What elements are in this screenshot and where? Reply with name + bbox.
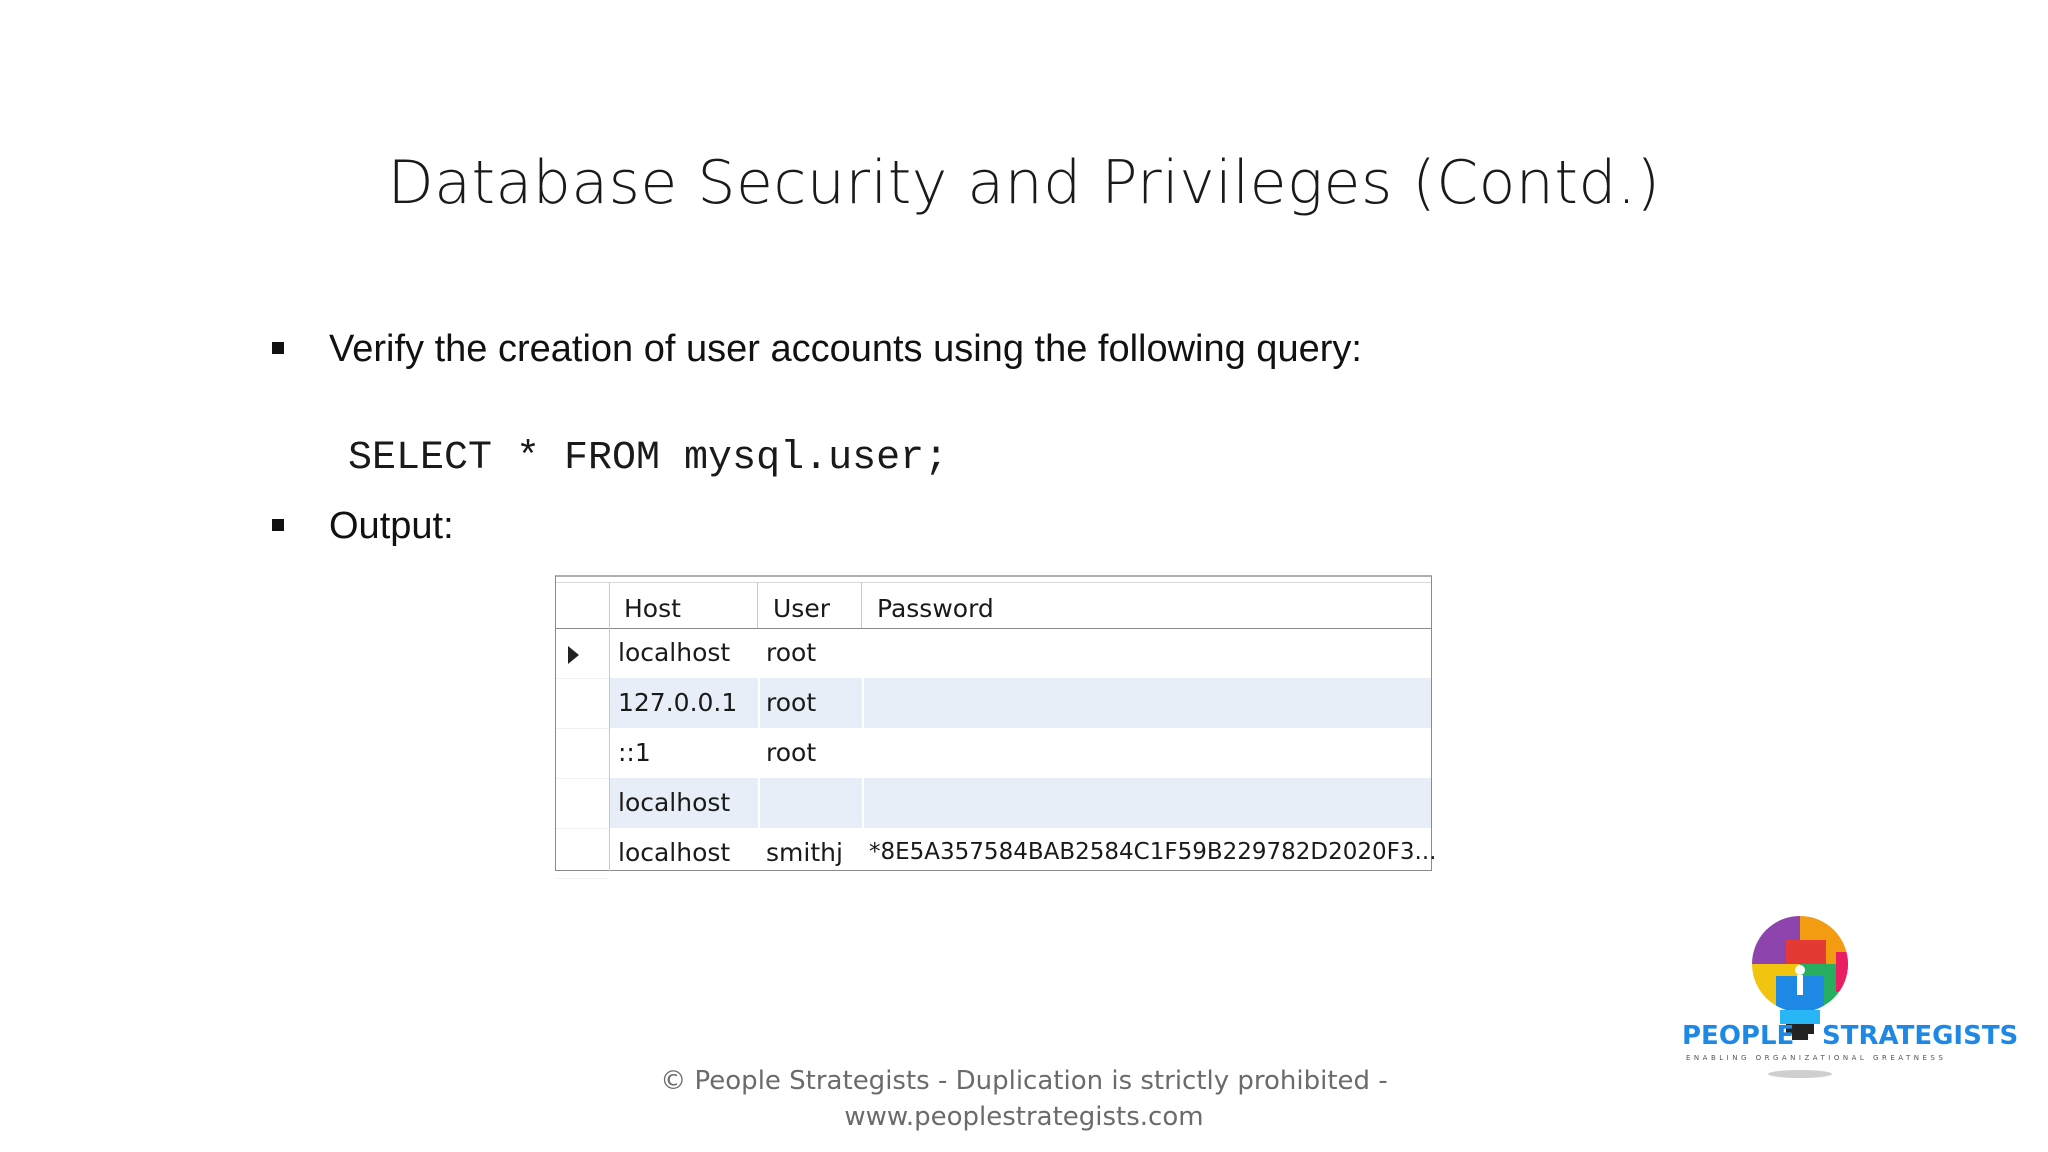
cell-user[interactable]: root: [766, 738, 817, 767]
sql-query: SELECT * FROM mysql.user;: [348, 436, 949, 481]
row-header[interactable]: [556, 628, 609, 679]
cell-host[interactable]: localhost: [618, 838, 731, 867]
row-header[interactable]: [556, 678, 609, 729]
column-header-password[interactable]: Password: [877, 594, 994, 623]
lightbulb-puzzle-icon: [1752, 916, 1850, 1012]
bullet-square-icon: [272, 342, 284, 354]
current-row-arrow-icon: [568, 646, 579, 664]
row-header[interactable]: [556, 728, 609, 779]
table-row[interactable]: [556, 728, 1431, 778]
slide-title: Database Security and Privileges (Contd.): [387, 148, 1661, 218]
grid-header: [556, 582, 1431, 629]
footer-website[interactable]: www.peoplestrategists.com: [844, 1102, 1204, 1132]
cell-password[interactable]: *8E5A357584BAB2584C1F59B229782D2020F3...: [869, 839, 1437, 865]
table-row[interactable]: [556, 778, 1431, 828]
people-strategists-logo: [1676, 912, 2019, 1082]
cell-host[interactable]: localhost: [618, 788, 731, 817]
result-grid: [555, 575, 1437, 871]
cell-host[interactable]: ::1: [618, 738, 651, 767]
cell-user[interactable]: root: [766, 638, 817, 667]
bullet-square-icon: [272, 519, 284, 531]
cell-user[interactable]: smithj: [766, 838, 843, 867]
row-header[interactable]: [556, 828, 609, 879]
grid-divider: [609, 582, 610, 871]
table-row[interactable]: [556, 628, 1431, 678]
column-header-host[interactable]: Host: [624, 594, 681, 623]
row-header[interactable]: [556, 778, 609, 829]
logo-word-strategists: STRATEGISTS: [1822, 1021, 2019, 1051]
table-row[interactable]: [556, 828, 1437, 878]
cell-host[interactable]: 127.0.0.1: [618, 688, 738, 717]
grid-divider: [861, 582, 862, 628]
table-row[interactable]: [556, 678, 1431, 728]
cell-user[interactable]: root: [766, 688, 817, 717]
column-header-user[interactable]: User: [773, 594, 830, 623]
bullet-text: Output:: [329, 505, 454, 547]
logo-word-people: PEOPLE: [1682, 1021, 1795, 1051]
logo-tagline: ENABLING ORGANIZATIONAL GREATNESS: [1686, 1054, 1947, 1062]
cell-host[interactable]: localhost: [618, 638, 731, 667]
footer-copyright: © People Strategists - Duplication is strictly prohibited -: [660, 1066, 1388, 1096]
bullet-text: Verify the creation of user accounts using the following query:: [329, 328, 1362, 370]
grid-divider: [757, 582, 758, 628]
